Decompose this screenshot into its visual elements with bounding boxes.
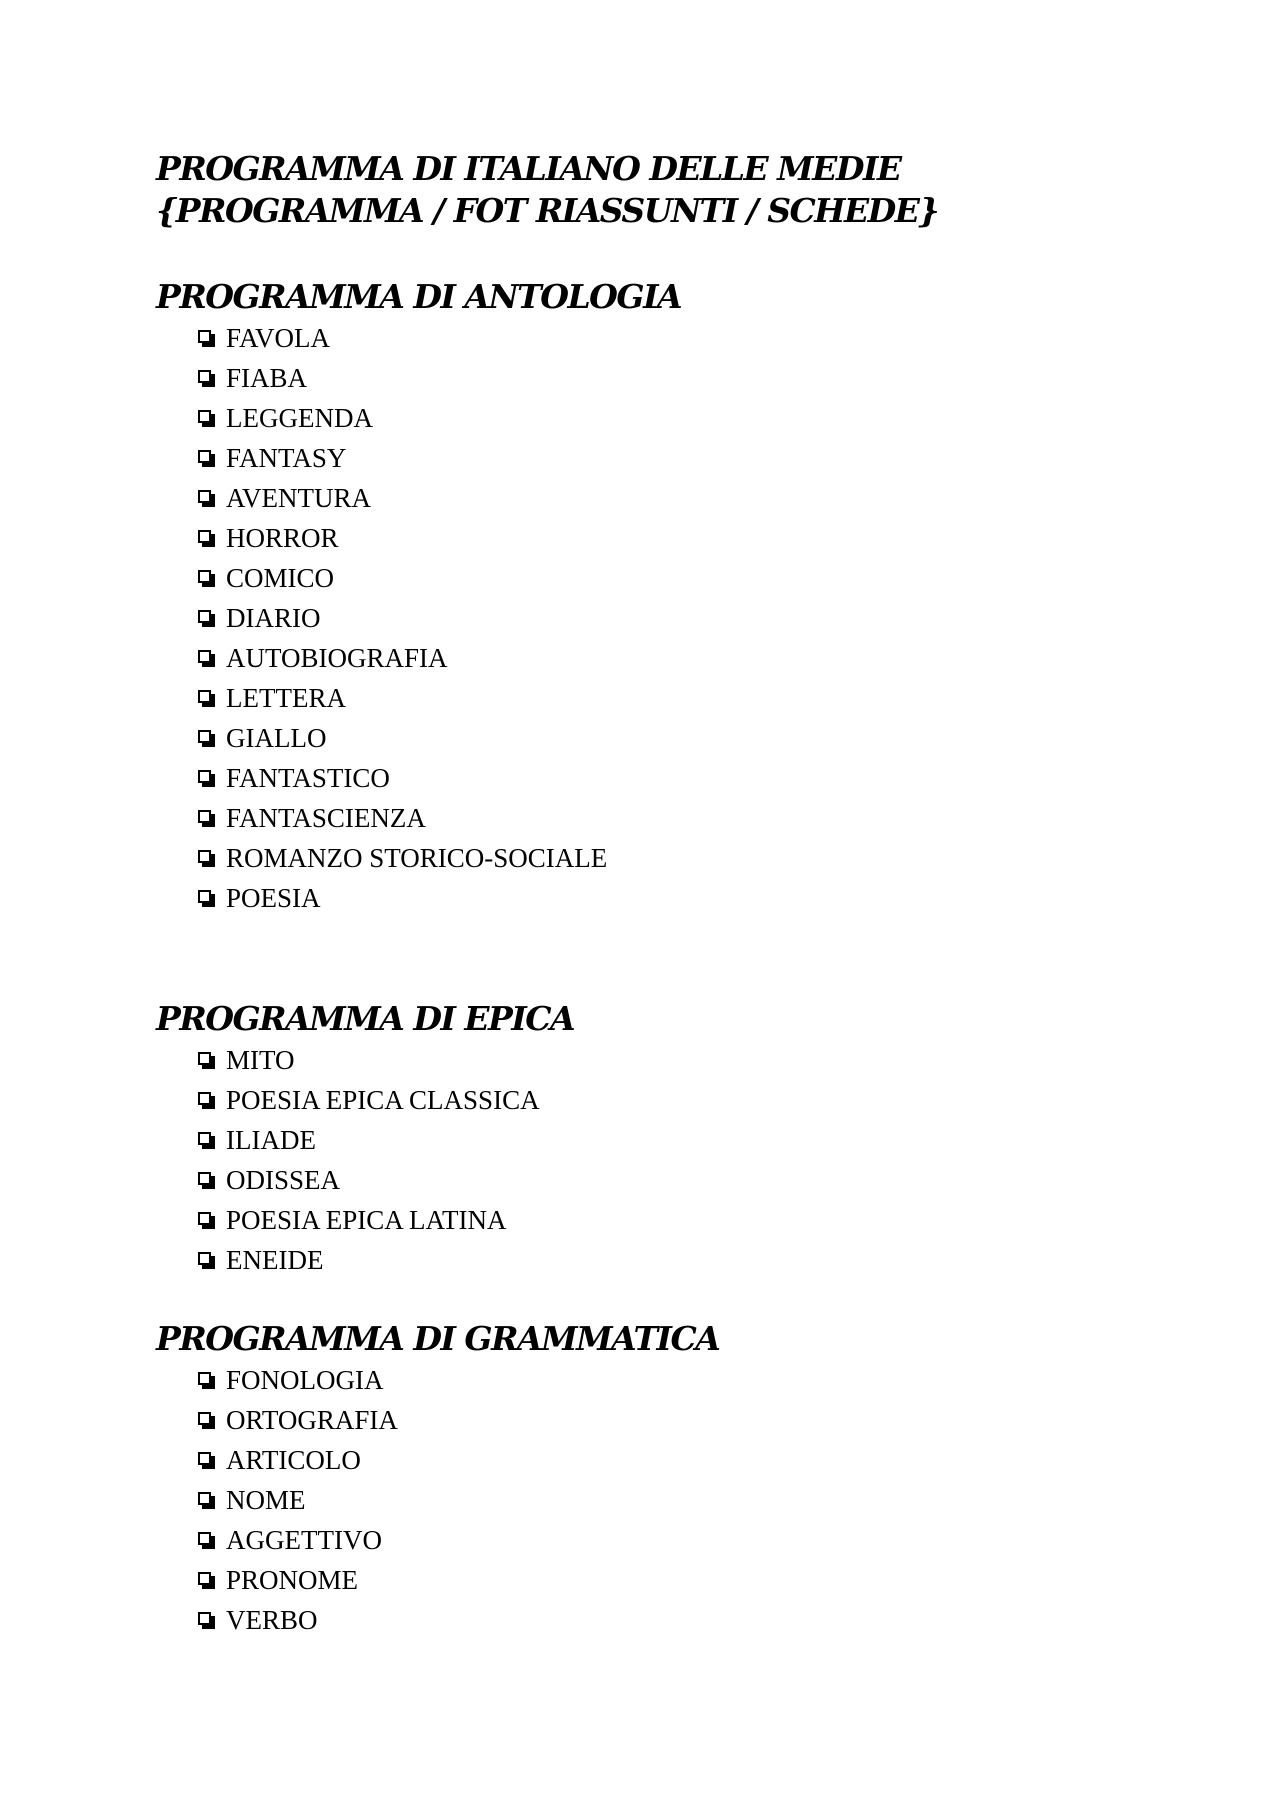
list-item-label: POESIA EPICA CLASSICA [226,1084,540,1115]
list-item [198,758,1056,798]
section-grammatica [156,1318,1056,1640]
section-heading-antologia: PROGRAMMA DI ANTOLOGIA [156,277,682,316]
list-item-label: MITO [226,1044,295,1075]
checkbox-icon [198,450,215,467]
list-item [198,1480,1056,1520]
list-item [198,358,1056,398]
list-grammatica [156,1360,1056,1640]
checkbox-icon [198,1492,215,1509]
checkbox-icon [198,410,215,427]
list-item [198,478,1056,518]
list-item [198,798,1056,838]
section-heading-epica: PROGRAMMA DI EPICA [156,999,575,1038]
checkbox-icon [198,1172,215,1189]
list-item-label: ILIADE [226,1124,316,1155]
list-item [198,1400,1056,1440]
list-item-label: DIARIO [226,602,321,633]
list-item-label: FANTASTICO [226,762,390,793]
list-item-label: FANTASCIENZA [226,802,426,833]
checkbox-icon [198,570,215,587]
list-item-label: VERBO [226,1604,318,1635]
checkbox-icon [198,1052,215,1069]
list-item [198,558,1056,598]
list-item-label: ENEIDE [226,1244,324,1275]
title-line-1: PROGRAMMA DI ITALIANO DELLE MEDIE [156,149,901,188]
section-antologia [156,276,1056,918]
list-item [198,1200,1056,1240]
list-item-label: PRONOME [226,1564,359,1595]
checkbox-icon [198,610,215,627]
list-item-label: HORROR [226,522,339,553]
list-item-label: AGGETTIVO [226,1524,382,1555]
list-item [198,718,1056,758]
list-item-label: FANTASY [226,442,347,473]
list-item [198,398,1056,438]
checkbox-icon [198,1612,215,1629]
list-epica [156,1040,1056,1280]
list-item [198,1120,1056,1160]
checkbox-icon [198,1252,215,1269]
checkbox-icon [198,890,215,907]
checkbox-icon [198,770,215,787]
checkbox-icon [198,730,215,747]
checkbox-icon [198,1092,215,1109]
list-item-label: POESIA EPICA LATINA [226,1204,507,1235]
list-item [198,518,1056,558]
checkbox-icon [198,1132,215,1149]
list-item-label: ORTOGRAFIA [226,1404,398,1435]
checkbox-icon [198,1412,215,1429]
list-item-label: LEGGENDA [226,402,373,433]
list-item [198,1080,1056,1120]
list-item [198,1440,1056,1480]
checkbox-icon [198,810,215,827]
list-item [198,1520,1056,1560]
checkbox-icon [198,530,215,547]
checkbox-icon [198,1532,215,1549]
checkbox-icon [198,490,215,507]
checkbox-icon [198,1452,215,1469]
list-item-label: LETTERA [226,682,346,713]
checkbox-icon [198,370,215,387]
list-item [198,678,1056,718]
list-item [198,878,1056,918]
checkbox-icon [198,850,215,867]
checkbox-icon [198,690,215,707]
list-item-label: FAVOLA [226,322,331,353]
list-item [198,1040,1056,1080]
checkbox-icon [198,330,215,347]
checkbox-icon [198,1212,215,1229]
checkbox-icon [198,1372,215,1389]
document-title [156,148,1156,232]
list-item [198,1360,1056,1400]
list-item-label: ROMANZO STORICO-SOCIALE [226,842,608,873]
checkbox-icon [198,1572,215,1589]
list-item-label: AUTOBIOGRAFIA [226,642,448,673]
list-item [198,318,1056,358]
list-item-label: ODISSEA [226,1164,341,1195]
list-item [198,638,1056,678]
list-item [198,598,1056,638]
list-item [198,438,1056,478]
list-item-label: COMICO [226,562,335,593]
list-item-label: ARTICOLO [226,1444,361,1475]
list-item-label: POESIA [226,882,321,913]
list-item [198,1600,1056,1640]
list-item [198,1240,1056,1280]
list-item-label: FONOLOGIA [226,1364,384,1395]
list-item-label: GIALLO [226,722,327,753]
list-item [198,1160,1056,1200]
list-item-label: AVENTURA [226,482,372,513]
section-epica [156,998,1056,1280]
list-item-label: FIABA [226,362,308,393]
section-heading-grammatica: PROGRAMMA DI GRAMMATICA [156,1319,720,1358]
list-antologia [156,318,1056,918]
title-line-2: {PROGRAMMA / FOT RIASSUNTI / SCHEDE} [156,191,939,230]
list-item [198,1560,1056,1600]
list-item-label: NOME [226,1484,306,1515]
checkbox-icon [198,650,215,667]
list-item [198,838,1056,878]
